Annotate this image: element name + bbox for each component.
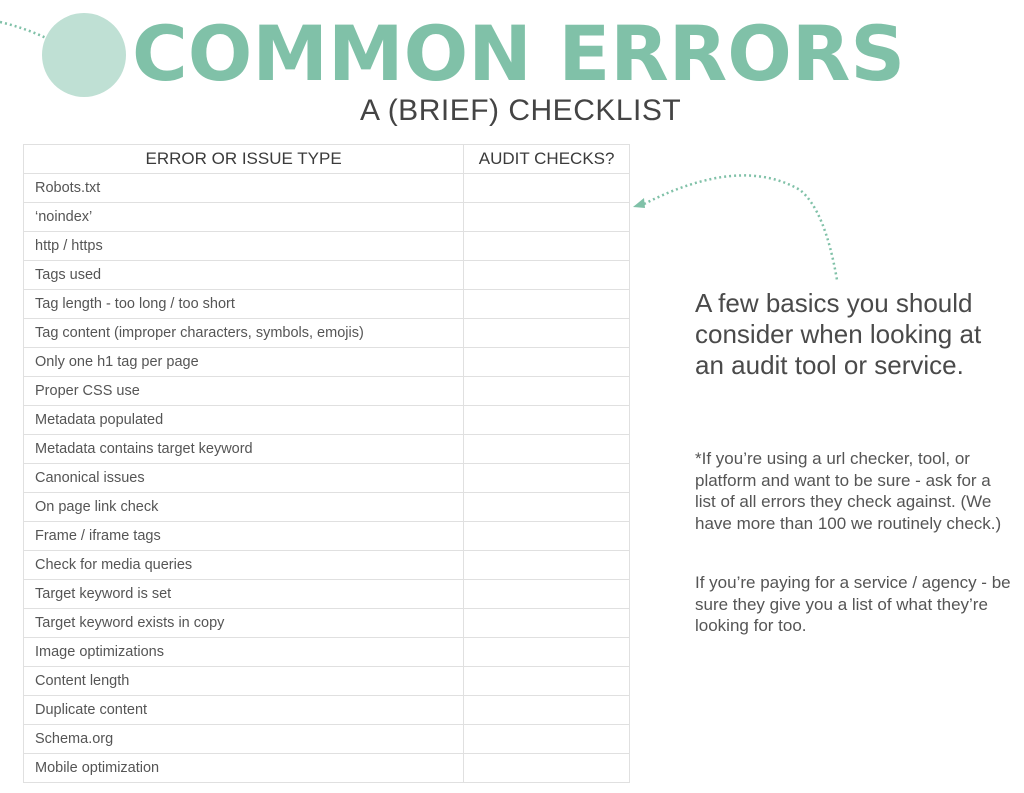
- audit-check-cell[interactable]: [464, 580, 630, 609]
- issue-cell: Metadata contains target keyword: [24, 435, 464, 464]
- issue-cell: Target keyword is set: [24, 580, 464, 609]
- issue-cell: Frame / iframe tags: [24, 522, 464, 551]
- audit-check-cell[interactable]: [464, 464, 630, 493]
- table-row: [24, 377, 630, 406]
- audit-check-cell[interactable]: [464, 493, 630, 522]
- table-row: [24, 609, 630, 638]
- audit-check-cell[interactable]: [464, 522, 630, 551]
- table-row: [24, 290, 630, 319]
- issue-cell: Duplicate content: [24, 696, 464, 725]
- sidebar-lead-text: A few basics you should consider when looking at an audit tool or service.: [695, 288, 982, 380]
- issue-cell: Tag length - too long / too short: [24, 290, 464, 319]
- audit-check-cell[interactable]: [464, 174, 630, 203]
- issue-cell: Proper CSS use: [24, 377, 464, 406]
- issue-cell: Check for media queries: [24, 551, 464, 580]
- issue-cell: Target keyword exists in copy: [24, 609, 464, 638]
- issue-cell: ‘noindex’: [24, 203, 464, 232]
- issue-cell: Content length: [24, 667, 464, 696]
- page-title: COMMON ERRORS: [132, 9, 906, 98]
- issue-cell: On page link check: [24, 493, 464, 522]
- table-row: [24, 638, 630, 667]
- audit-check-cell[interactable]: [464, 638, 630, 667]
- audit-check-cell[interactable]: [464, 725, 630, 754]
- audit-check-cell[interactable]: [464, 754, 630, 783]
- audit-check-cell[interactable]: [464, 377, 630, 406]
- table-row: [24, 319, 630, 348]
- audit-check-cell[interactable]: [464, 406, 630, 435]
- column-header-audit: AUDIT CHECKS?: [464, 145, 630, 174]
- checklist-table: [23, 144, 630, 783]
- audit-check-cell[interactable]: [464, 261, 630, 290]
- table-row: [24, 696, 630, 725]
- issue-cell: Image optimizations: [24, 638, 464, 667]
- issue-cell: Tag content (improper characters, symbols, emojis): [24, 319, 464, 348]
- table-row: [24, 725, 630, 754]
- table-row: [24, 435, 630, 464]
- table-row: [24, 580, 630, 609]
- sidebar-note-agency: If you’re paying for a service / agency - be sure they give you a list of what they’re looking for too.: [695, 573, 1011, 635]
- dotted-arrow-icon: [620, 160, 860, 290]
- page-subtitle: A (BRIEF) CHECKLIST: [360, 94, 682, 127]
- issue-cell: Mobile optimization: [24, 754, 464, 783]
- audit-check-cell[interactable]: [464, 609, 630, 638]
- issue-cell: Only one h1 tag per page: [24, 348, 464, 377]
- audit-check-cell[interactable]: [464, 290, 630, 319]
- table-row: [24, 406, 630, 435]
- audit-check-cell[interactable]: [464, 667, 630, 696]
- issue-cell: Robots.txt: [24, 174, 464, 203]
- issue-cell: Schema.org: [24, 725, 464, 754]
- audit-check-cell[interactable]: [464, 319, 630, 348]
- audit-check-cell[interactable]: [464, 232, 630, 261]
- table-row: [24, 261, 630, 290]
- table-row: [24, 551, 630, 580]
- table-row: [24, 174, 630, 203]
- issue-cell: http / https: [24, 232, 464, 261]
- table-row: [24, 667, 630, 696]
- audit-check-cell[interactable]: [464, 348, 630, 377]
- column-header-issue: ERROR OR ISSUE TYPE: [24, 145, 464, 174]
- table-row: [24, 522, 630, 551]
- sidebar-note-url-checker: *If you’re using a url checker, tool, or platform and want to be sure - ask for a list of all errors they check against. (We have more than 100 we routinely check.): [695, 449, 1002, 533]
- table-row: [24, 232, 630, 261]
- table-header-row: [24, 145, 630, 174]
- table-row: [24, 348, 630, 377]
- audit-check-cell[interactable]: [464, 551, 630, 580]
- audit-check-cell[interactable]: [464, 696, 630, 725]
- audit-check-cell[interactable]: [464, 435, 630, 464]
- decorative-circle: [42, 13, 126, 97]
- issue-cell: Metadata populated: [24, 406, 464, 435]
- issue-cell: Tags used: [24, 261, 464, 290]
- table-row: [24, 464, 630, 493]
- table-row: [24, 754, 630, 783]
- table-row: [24, 203, 630, 232]
- audit-check-cell[interactable]: [464, 203, 630, 232]
- table-row: [24, 493, 630, 522]
- issue-cell: Canonical issues: [24, 464, 464, 493]
